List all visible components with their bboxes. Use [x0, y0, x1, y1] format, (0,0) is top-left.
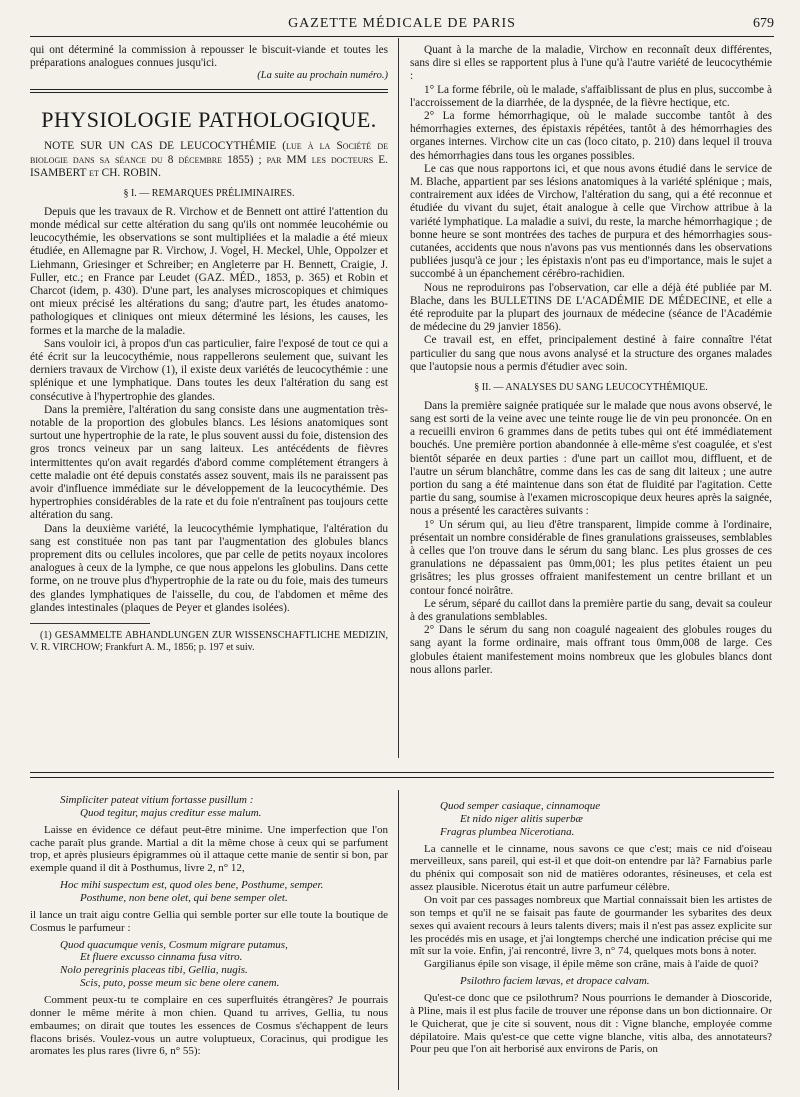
paragraph: Comment peux-tu te complaire en ces superfluités étrangères? Je pourrais donner le même mérite à mon chien. Quand tu arrives, Gellia, tu nous embaumes; on dirait que toutes les essences de Cosmus s'échappent de leurs flacons brisés. Voulez-vous un autre voluptueux, Coracinus, qui prodigue les aromates les plus rares (livre 6, n° 55): [30, 994, 388, 1058]
verse-line: Simpliciter pateat vitium fortasse pusillum : [60, 794, 254, 806]
left-column-bottom [30, 790, 388, 1058]
paragraph: Sans vouloir ici, à propos d'un cas particulier, faire l'exposé de tout ce qui a été écrit sur la leucocythémie, nous rappellerons seulement que, suivant les derniers travaux de Virchow (1), il existe deux variétés de leucocythémie : une splénique et une lymphatique. Dans toutes les deux l'altération du sang est consécutive à l'hypertrophie des glandes. [30, 337, 388, 403]
page-number: 679 [753, 16, 774, 31]
subsection-heading: § I. — REMARQUES PRÉLIMINAIRES. [123, 188, 295, 200]
verse-line: Quod semper casiaque, cinnamoque [440, 800, 601, 812]
paragraph: Le cas que nous rapportons ici, et que nous avons étudié dans le service de M. Blache, appartient par ses lésions anatomiques à la variété splénique ; mais, contrairement aux idées de Virchow, l'altération du sang, qui a été reconnue et étudiée du vivant du sujet, était analogue à celle que Virchow attribue à la variété lymphatique. La maladie a suivi, du reste, la marche hémorrhagique ; de bonne heure se sont montrées des taches de purpura et des hémorrhagies sous-cutanées, accidents que nous n'avons pas vus mentionnés dans les observations publiées jusqu'à ce jour ; les épistaxis n'ont pas eu d'importance, mais le sujet a succombé à un épanchement cérébro-rachidien. [410, 162, 772, 281]
verse-block [440, 975, 772, 988]
paragraph: 1° Un sérum qui, au lieu d'être transparent, limpide comme à l'ordinaire, présentait un nombre considérable de fines granulations graisseuses, semblables à celles que l'on trouve dans le sérum du sang blanc. Les plus grosses de ces granulations ne dépassaient pas 0mm,001; les plus petites étaient un peu grisâtres; les plus grosses offraient manifestement un centre brillant et un contour foncé noirâtre. [410, 518, 772, 597]
paragraph: 2° Dans le sérum du sang non coagulé nageaient des globules rouges du sang ayant la forme ordinaire, mais offrant tous 0mm,008 de large. Ces globules étaient manifestement moins nombreux que les globules blancs dont nous allons parler. [410, 624, 772, 676]
continuation-note: (La suite au prochain numéro.) [257, 70, 388, 82]
right-column-bottom [410, 796, 772, 1056]
verse-line: Scis, puto, posse meum sic bene olere canem. [80, 977, 280, 990]
paragraph: Le sérum, séparé du caillot dans la première partie du sang, devait sa couleur à des granulations semblables. [410, 597, 772, 624]
column-divider-bottom [398, 790, 399, 1090]
verse-line: Hoc mihi suspectum est, quod oles bene, Posthume, semper. [60, 879, 324, 892]
verse-block [60, 794, 388, 820]
verse-block [440, 800, 772, 839]
paragraph: La cannelle et le cinname, nous savons ce que c'est; mais ce nid d'oiseau merveilleux, sans pareil, qui est-il et que doit-on entendre par là? Farnabius parle du phénix qui composait son nid de matières odorantes, résineuses, et cela est assez plausible. Nicerotus était un autre parfumeur célèbre. [410, 842, 772, 894]
left-column-top [30, 44, 388, 653]
paragraph: Dans la deuxième variété, la leucocythémie lymphatique, l'altération du sang est constituée non pas tant par l'augmentation des globules blancs proprement dits ou cellules incolores, que par celle de petits noyaux incolores analogues à ceux de la lymphe, ce que nous appelons les globulins. Dans cette forme, on ne trouve plus d'hypertrophie de la rate ou du foie, mais des tumeurs des glandes lymphatiques de l'aisselle, du cou, de l'abdomen et même des glandes intestinales (plaques de Peyer et glandes isolées). [30, 522, 388, 614]
paragraph: Dans la première, l'altération du sang consiste dans une augmentation très-notable de la proportion des globules blancs. Les lésions anatomiques sont surtout une hypertrophie de la rate, le plus souvent aussi du foie, distension des gros troncs veineux par un sang laiteux. Les antécédents de fièvres intermittentes qu'on avait regardés d'abord comme complétement étrangers à cette maladie ont été depuis constatés assez souvent, mais ils ne paraissent pas avoir d'influence immédiate sur le développement de la leucocythémie. Des hypertrophies considérables de la rate et du foie n'entraînent pas toujours cette altération du sang. [30, 403, 388, 522]
paragraph: Dans la première saignée pratiquée sur le malade que nous avons observé, le sang est sorti de la veine avec une teinte rouge lie de vin peu prononcée. On en a recueilli environ 6 grammes dans de petits tubes qui ont été immédiatement bouchés. Une première portion abandonnée à elle-même s'est coagulée, et s'est bientôt séparée en deux parties : d'une part un caillot mou, diffluent, et de l'autre un sérum blanchâtre, comme dans les cas de sang dit laiteux ; une autre portion du sang a été maintenue dans son état de fluidité par l'agitation. Cette partie du sang, soumise à l'examen microscopique deux heures après la saignée, nous a présenté les caractères suivants : [410, 399, 772, 518]
right-column-top [410, 44, 772, 677]
feuilleton-rule [30, 772, 774, 778]
footnote: (1) GESAMMELTE ABHANDLUNGEN ZUR WISSENSCHAFTLICHE MEDIZIN, V. R. VIRCHOW; Frankfurt A. M., 1856; p. 197 et suiv. [30, 630, 388, 653]
paragraph: Ce travail est, en effet, principalement destiné à faire connaître l'état particulier du sang que nous avons analysé et la structure des organes malades que l'autopsie nous a permis d'étudier avec soin. [410, 334, 772, 373]
verse-line: Psilothro faciem lævas, et dropace calvam. [460, 975, 650, 988]
intro-paragraph: qui ont déterminé la commission à repousser le biscuit-viande et toutes les préparations analogues connues jusqu'ici. [30, 44, 388, 70]
section-title: PHYSIOLOGIE PATHOLOGIQUE. [41, 106, 377, 132]
paragraph: 1° La forme fébrile, où le malade, s'affaiblissant de plus en plus, succombe à l'accroissement de la diarrhée, de la dyspnée, de la fièvre hectique, etc. [410, 83, 772, 109]
column-divider [398, 38, 399, 758]
page-header [30, 14, 774, 37]
subsection-heading: § II. — ANALYSES DU SANG LEUCOCYTHÉMIQUE. [474, 382, 708, 394]
paragraph: Qu'est-ce donc que ce psilothrum? Nous pourrions le demander à Dioscoride, à Pline, mais il est plus facile de trouver une réponse dans un bon dictionnaire. Or le Quicherat, que je cite si souvent, nous dit : Vigne blanche, employée comme dépilatoire. Mais qu'est-ce que cette vigne blanche, vitis alba, des annotateurs? Pour peu que l'on ait herborisé aux environs de Paris, on [410, 992, 772, 1056]
paragraph: il lance un trait aigu contre Gellia qui semble porter sur elle toute la boutique de Cosmus le parfumeur : [30, 908, 388, 934]
footnote-rule [30, 623, 150, 624]
journal-title: GAZETTE MÉDICALE DE PARIS [288, 16, 516, 31]
verse-line: Quod quacumque venis, Cosmum migrare putamus, [60, 938, 288, 951]
paragraph: Gargilianus épile son visage, il épile même son crâne, mais à l'aide de quoi? [424, 958, 759, 971]
verse-block [60, 939, 388, 990]
verse-line: Posthume, non bene olet, qui bene semper olet. [80, 892, 288, 905]
paragraph: On voit par ces passages nombreux que Martial connaissait bien les artistes de son temps et qu'il ne se faisait pas faute de gourmander les sybarites des deux sexes qui avaient recours à leurs talents divers; mais il n'est pas assez explicite sur les procédés mis en usage, et j'ai longtemps cherché une indication précise qui me mît sur la voie. Enfin, j'ai rencontré, livre 3, n° 74, quelques mots bons à noter. [410, 894, 772, 958]
paragraph: Laisse en évidence ce défaut peut-être minime. Une imperfection que l'on cache paraît plus grande. Martial a dit la même chose à ceux qui se parfument trop, et après plusieurs épigrammes où il attaque cette manie de sentir si bon, par exemple quand il dit à Posthumus, livre 2, n° 12, [30, 823, 388, 875]
verse-line: Quod tegitur, majus creditur esse malum. [80, 806, 262, 819]
verse-line: Fragras plumbea Nicerotiana. [440, 825, 575, 838]
paragraph: Quant à la marche de la maladie, Virchow en reconnaît deux différentes, sans dire si elles se rapportent plus à l'une qu'à l'autre variété de leucocythémie : [410, 44, 772, 83]
note-title: NOTE SUR UN CAS DE LEUCOCYTHÉMIE (lue à la Société de biologie dans sa séance du 8 décembre 1855) ; par MM les docteurs E. ISAMBERT et CH. ROBIN. [30, 140, 388, 179]
verse-line: Nolo peregrinis placeas tibi, Gellia, nugis. [60, 964, 248, 977]
verse-block [60, 879, 388, 905]
verse-line: Et nido niger alitis superbæ [460, 812, 583, 825]
double-rule [30, 89, 388, 93]
paragraph: Depuis que les travaux de R. Virchow et de Bennett ont attiré l'attention du monde médical sur cette altération du sang qu'ils ont nommée leucohémie ou leucocythémie, les observations se sont multipliées et la maladie a été mieux étudiée, en Allemagne par R. Virchow, J. Vogel, H. Meckel, Uhle, Oppolzer et Liehmann, Griesinger et Schreiber; en Angleterre par H. Bennett, Craigie, J. Fuller, etc.; en France par Leudet (GAZ. MÉD., 1853, p. 365) et Robin et Charcot (idem, p. 430). D'une part, les analyses microscopiques et chimiques ont mieux précisé les altérations du sang; d'autre part, les études anatomo-pathologiques et cliniques ont mieux déterminé les lésions, les causes, les formes et la marche de la maladie. [30, 205, 388, 337]
paragraph: 2° La forme hémorrhagique, où le malade succombe tantôt à des hémorrhagies externes, des épistaxis répétées, tantôt à des hémorrhagies des organes internes. Virchow cite un cas (loco citato, p. 210) dans lequel il trouva des hémorrhagies dans tous les organes possibles. [410, 110, 772, 162]
verse-line: Et fluere excusso cinnama fusa vitro. [80, 951, 243, 964]
paragraph: Nous ne reproduirons pas l'observation, car elle a déjà été publiée par M. Blache, dans les BULLETINS DE L'ACADÉMIE DE MÉDECINE, et elle a été reproduite par la plupart des journaux de médecine (séance de l'Académie de médecine du 29 janvier 1856). [410, 281, 772, 334]
